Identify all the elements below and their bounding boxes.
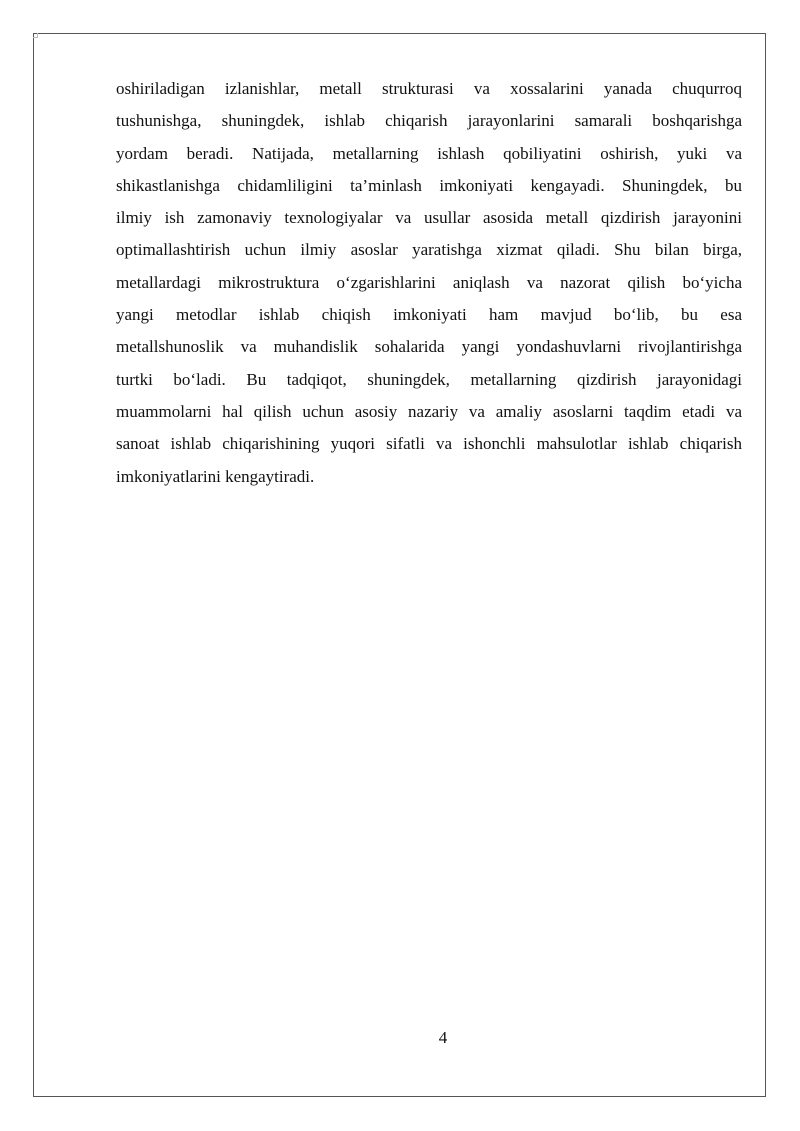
paragraph-line: metallardagi mikrostruktura o‘zgarishlarini aniqlash va nazorat qilish bo‘yicha xyxy=(116,272,742,292)
page-number: 4 xyxy=(438,1028,448,1047)
paragraph-line: yordam beradi. Natijada, metallarning ishlash qobiliyatini oshirish, yuki va xyxy=(116,143,742,163)
paragraph-line: ilmiy ish zamonaviy texnologiyalar va usullar asosida metall qizdirish jarayonini xyxy=(116,208,742,228)
body-paragraph xyxy=(116,73,742,493)
paragraph-line: oshiriladigan izlanishlar, metall strukturasi va xossalarini yanada chuqurroq xyxy=(116,79,742,98)
paragraph-line: shikastlanishga chidamliligini ta’minlash imkoniyati kengayadi. Shuningdek, bu xyxy=(116,175,742,195)
paragraph-line: yangi metodlar ishlab chiqish imkoniyati ham mavjud bo‘lib, bu esa xyxy=(116,305,742,325)
crop-mark xyxy=(33,33,38,38)
paragraph-line: turtki bo‘ladi. Bu tadqiqot, shuningdek, metallarning qizdirish jarayonidagi xyxy=(116,369,742,389)
paragraph-line: metallshunoslik va muhandislik sohalarida yangi yondashuvlarni rivojlantirishga xyxy=(116,337,742,357)
paragraph-line: tushunishga, shuningdek, ishlab chiqarish jarayonlarini samarali boshqarishga xyxy=(116,111,742,131)
paragraph-line: muammolarni hal qilish uchun asosiy nazariy va amaliy asoslarni taqdim etadi va xyxy=(116,401,742,421)
paragraph-line: optimallashtirish uchun ilmiy asoslar yaratishga xizmat qiladi. Shu bilan birga, xyxy=(116,240,742,260)
paragraph-line: sanoat ishlab chiqarishining yuqori sifatli va ishonchli mahsulotlar ishlab chiqarish xyxy=(116,434,742,454)
paragraph-line: imkoniyatlarini kengaytiradi. xyxy=(116,466,315,486)
